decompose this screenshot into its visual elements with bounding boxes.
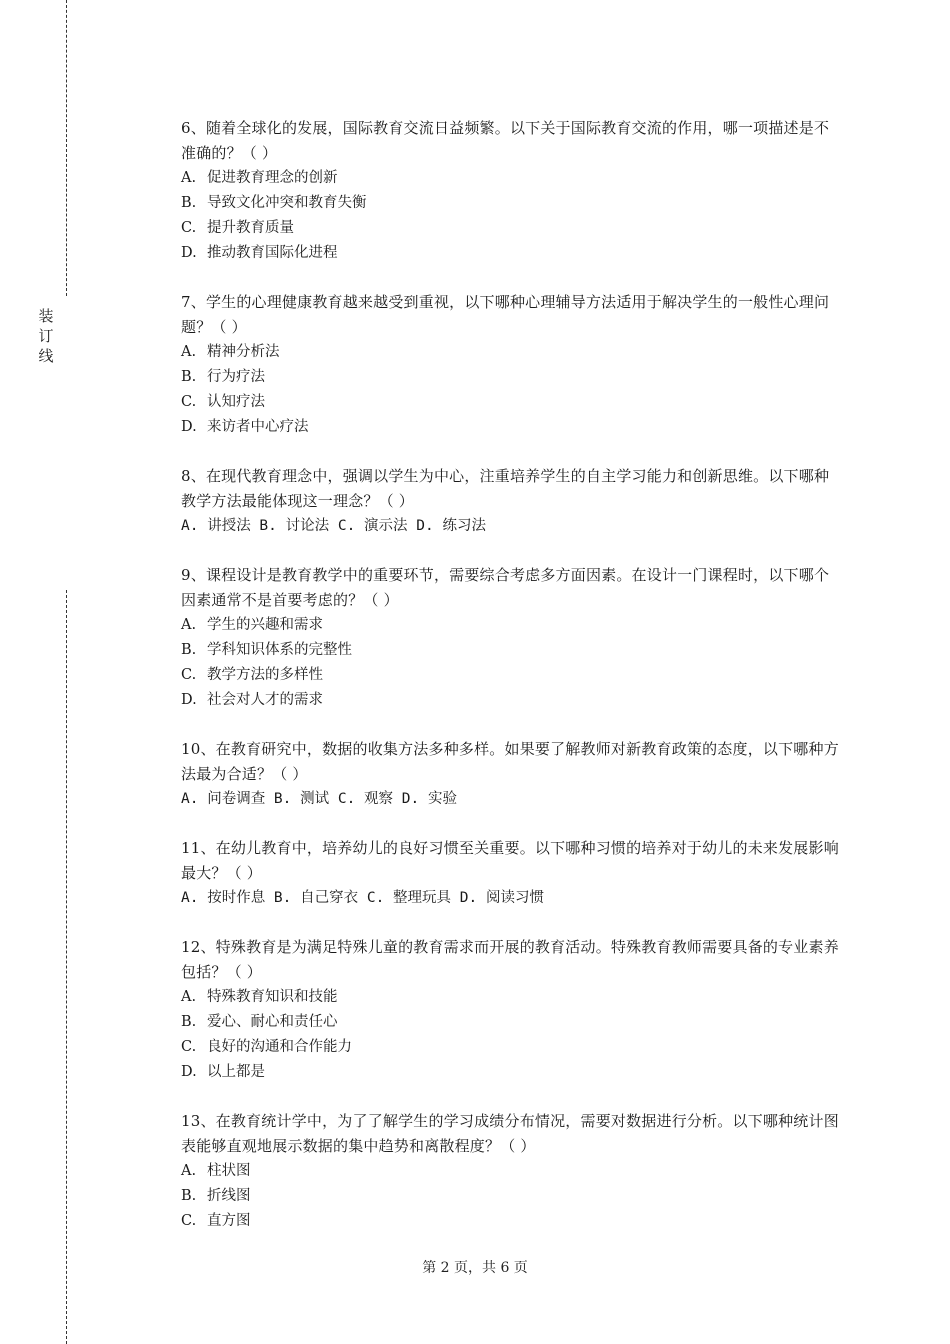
option-text: 特殊教育知识和技能 [207,989,338,1005]
option-c [181,216,841,241]
option-letter: A. [181,344,197,360]
option-letter: B. [181,642,197,658]
option-text: 爱心、耐心和责任心 [207,1014,338,1030]
binding-label-char: 订 [38,327,54,345]
inline-options: A. 讲授法 B. 讨论法 C. 演示法 D. 练习法 [181,518,486,534]
binding-label [36,306,56,366]
question-10 [181,737,841,812]
option-text: 柱状图 [207,1163,251,1179]
question-9 [181,563,841,713]
option-letter: C. [181,394,197,410]
option-letter: A. [181,170,197,186]
option-b [181,1010,841,1035]
option-text: 学科知识体系的完整性 [207,642,352,658]
option-letter: D. [181,245,197,261]
question-stem: 10、在教育研究中，数据的收集方法多种多样。如果要了解教师对新教育政策的态度，以下哪种方法最为合适？（ ） [181,740,839,783]
option-d [181,241,841,266]
option-letter: B. [181,1014,197,1030]
option-letter: D. [181,692,197,708]
option-d [181,688,841,713]
option-text: 精神分析法 [207,344,280,360]
page-footer: 第 2 页，共 6 页 [422,1260,528,1276]
option-text: 推动教育国际化进程 [207,245,338,261]
inline-options: A. 按时作息 B. 自己穿衣 C. 整理玩具 D. 阅读习惯 [181,890,544,906]
question-stem: 6、随着全球化的发展，国际教育交流日益频繁。以下关于国际教育交流的作用，哪一项描述是不准确的？（ ） [181,119,830,162]
option-letter: C. [181,667,197,683]
option-c [181,663,841,688]
option-text: 社会对人才的需求 [207,692,323,708]
question-stem: 9、课程设计是教育教学中的重要环节，需要综合考虑多方面因素。在设计一门课程时，以下哪个因素通常不是首要考虑的？（ ） [181,566,830,609]
option-text: 良好的沟通和合作能力 [207,1039,352,1055]
option-b [181,191,841,216]
binding-dashed-line-bottom [66,590,67,1344]
option-a [181,613,841,638]
option-letter: B. [181,369,197,385]
option-d [181,415,841,440]
question-12 [181,935,841,1085]
option-text: 来访者中心疗法 [207,419,309,435]
question-list [181,116,841,1258]
option-letter: C. [181,1039,197,1055]
option-text: 学生的兴趣和需求 [207,617,323,633]
option-letter: A. [181,1163,197,1179]
binding-label-char: 线 [38,347,54,365]
question-stem: 12、特殊教育是为满足特殊儿童的教育需求而开展的教育活动。特殊教育教师需要具备的专业素养包括？（ ） [181,938,839,981]
question-stem: 13、在教育统计学中，为了了解学生的学习成绩分布情况，需要对数据进行分析。以下哪种统计图表能够直观地展示数据的集中趋势和离散程度？（ ） [181,1112,839,1155]
option-text: 认知疗法 [207,394,265,410]
option-a [181,340,841,365]
option-letter: A. [181,617,197,633]
question-7 [181,290,841,440]
option-letter: C. [181,1213,197,1229]
question-stem: 7、学生的心理健康教育越来越受到重视，以下哪种心理辅导方法适用于解决学生的一般性心理问题？（ ） [181,293,830,336]
option-b [181,638,841,663]
option-text: 促进教育理念的创新 [207,170,338,186]
option-d [181,1060,841,1085]
option-c [181,1209,841,1234]
question-6 [181,116,841,266]
option-text: 折线图 [207,1188,251,1204]
option-b [181,1184,841,1209]
option-a [181,1159,841,1184]
inline-options: A. 问卷调查 B. 测试 C. 观察 D. 实验 [181,791,457,807]
option-a [181,166,841,191]
question-8 [181,464,841,539]
option-letter: C. [181,220,197,236]
option-c [181,390,841,415]
option-letter: A. [181,989,197,1005]
question-stem: 8、在现代教育理念中，强调以学生为中心，注重培养学生的自主学习能力和创新思维。以下哪种教学方法最能体现这一理念？（ ） [181,467,830,510]
option-text: 导致文化冲突和教育失衡 [207,195,367,211]
question-13 [181,1109,841,1234]
option-letter: D. [181,419,197,435]
binding-dashed-line-top [66,0,67,296]
question-stem: 11、在幼儿教育中，培养幼儿的良好习惯至关重要。以下哪种习惯的培养对于幼儿的未来发展影响最大？（ ） [181,839,839,882]
option-text: 教学方法的多样性 [207,667,323,683]
option-c [181,1035,841,1060]
binding-label-char: 装 [38,307,54,325]
question-11 [181,836,841,911]
option-text: 提升教育质量 [207,220,294,236]
option-text: 以上都是 [207,1064,265,1080]
option-letter: B. [181,195,197,211]
option-letter: B. [181,1188,197,1204]
option-text: 行为疗法 [207,369,265,385]
option-b [181,365,841,390]
option-letter: D. [181,1064,197,1080]
option-text: 直方图 [207,1213,251,1229]
option-a [181,985,841,1010]
